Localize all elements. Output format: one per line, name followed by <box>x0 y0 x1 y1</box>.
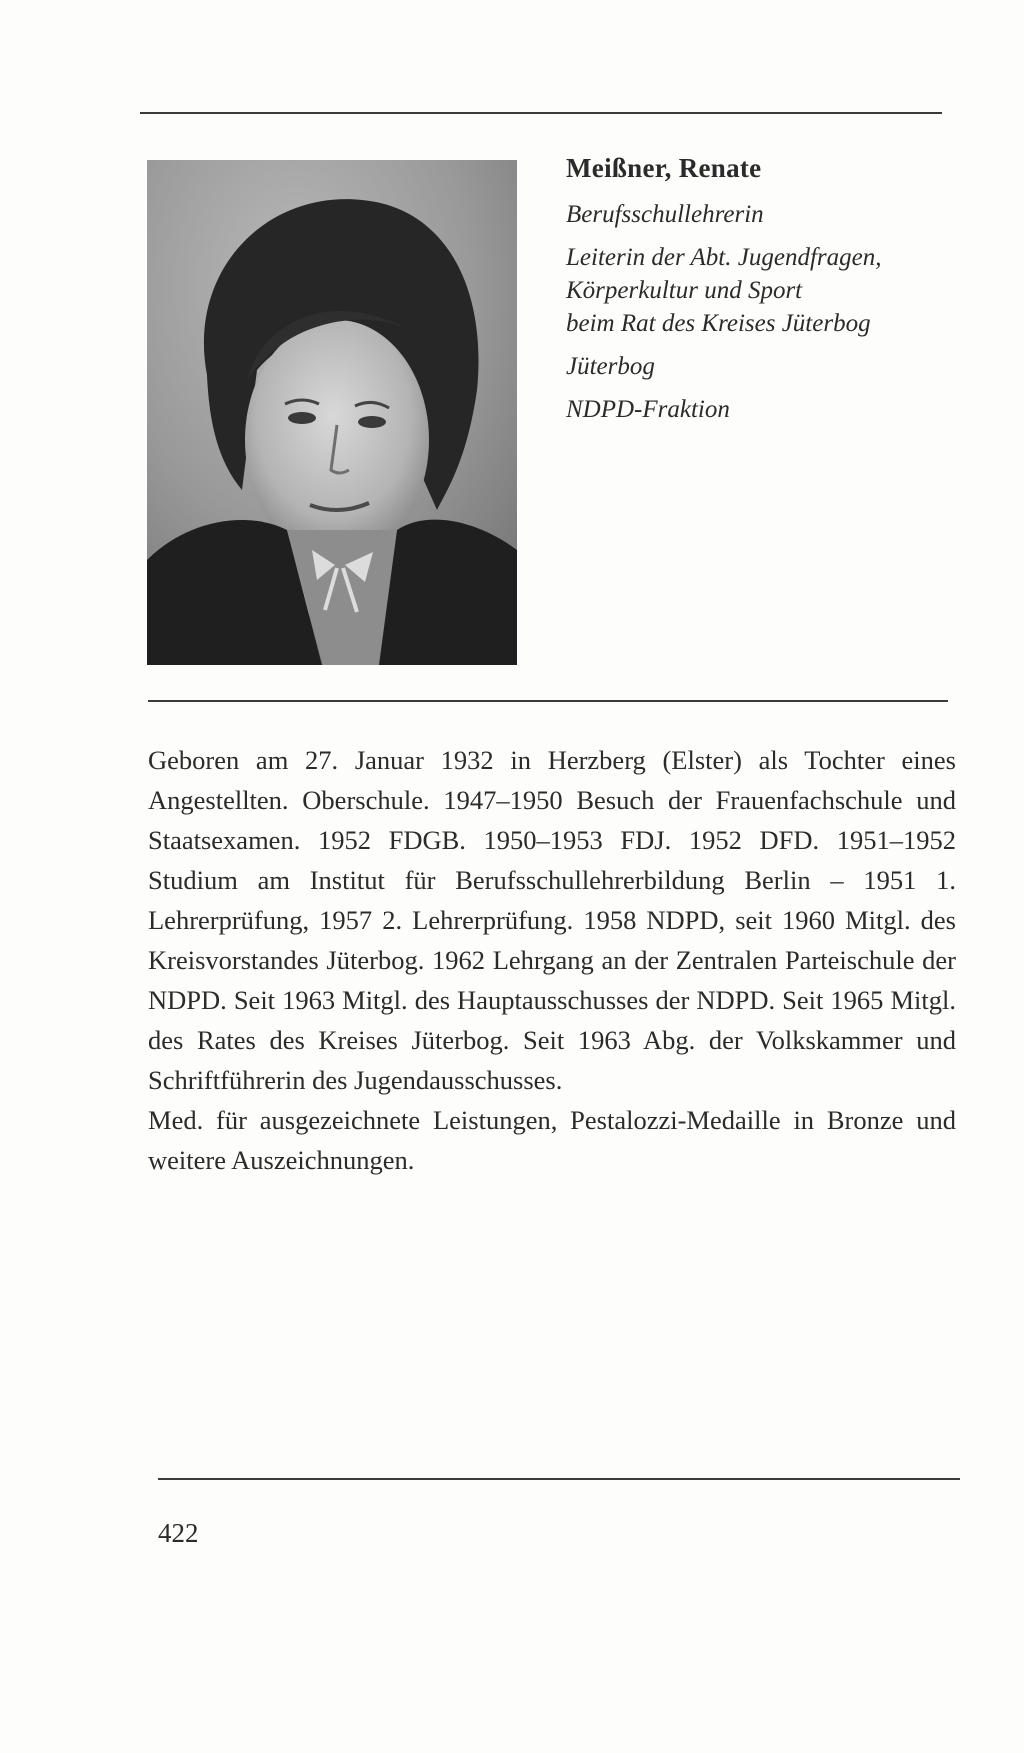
profession: Berufsschullehrerin <box>566 201 764 228</box>
top-divider <box>140 112 942 114</box>
biography-paragraph-1: Geboren am 27. Januar 1932 in Herzberg (Elster) als Tochter eines Angestellten. Oberschule. 1947–1950 Besuch der Frauenfachschule und Staatsexamen. 1952 FDGB. 1950–1953 FDJ. 1952 DFD. 1951–1952 Studium am Institut für Berufsschullehrerbildung Berlin – 1951 1. Lehrerprüfung, 1957 2. Lehrerprüfung. 1958 NDPD, seit 1960 Mitgl. des Kreisvorstandes Jüterbog. 1962 Lehrgang an der Zentralen Parteischule der NDPD. Seit 1963 Mitgl. des Hauptausschusses der NDPD. Seit 1965 Mitgl. des Rates des Kreises Jüterbog. Seit 1963 Abg. der Volkskammer und Schriftführerin des Jugendausschusses. <box>148 745 956 1095</box>
position-line-3: beim Rat des Kreises Jüterbog <box>566 310 871 337</box>
position-line-2: Körperkultur und Sport <box>566 277 803 304</box>
portrait-photo <box>147 160 517 665</box>
person-name: Meißner, Renate <box>566 153 762 183</box>
position-line-1: Leiterin der Abt. Jugendfragen, <box>566 244 882 271</box>
page-number: 422 <box>158 1518 199 1548</box>
biography-header <box>566 150 966 426</box>
bottom-divider <box>158 1478 960 1480</box>
middle-divider <box>148 700 948 702</box>
constituency: Jüterbog <box>566 353 655 380</box>
faction: NDPD-Fraktion <box>566 396 730 423</box>
biography-text <box>148 740 956 1180</box>
portrait-photo-icon <box>147 160 517 665</box>
biography-paragraph-2: Med. für ausgezeichnete Leistungen, Pestalozzi-Medaille in Bronze und weitere Auszeichnungen. <box>148 1105 956 1175</box>
